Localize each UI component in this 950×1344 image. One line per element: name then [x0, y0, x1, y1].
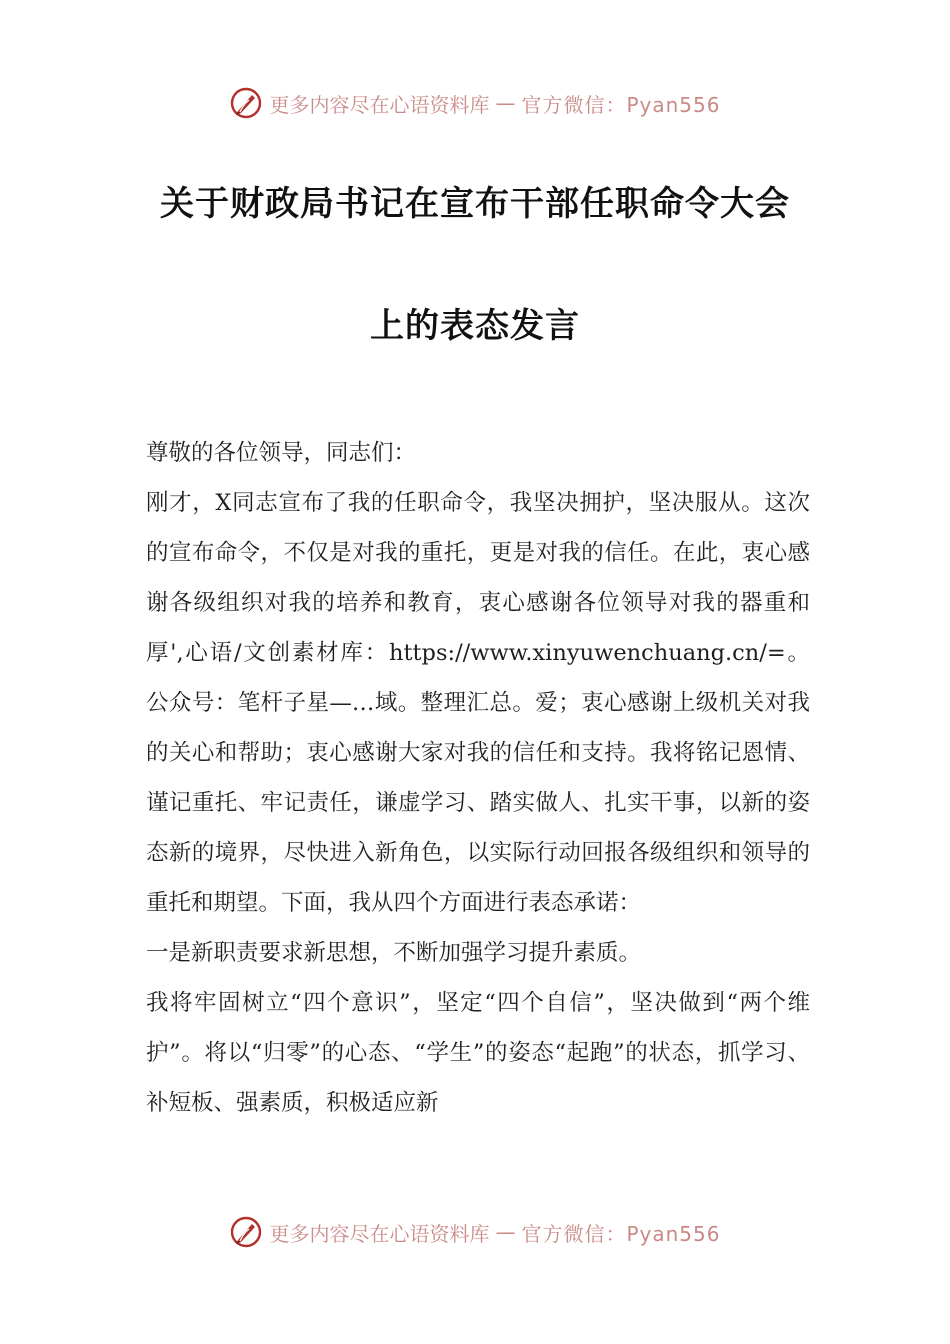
banner-wechat-text: 官方微信：Pyan556 [521, 1221, 721, 1246]
paragraph-1: 刚才，X同志宣布了我的任职命令，我坚决拥护，坚决服从。这次的宣布命令，不仅是对我的重托，更是对我的信任。在此，衷心感谢各级组织对我的培养和教育，衷心感谢各位领导对我的器重和厚',心语/文创素材库：https://www.xinyuwenchuang.cn/=。公众号：笔杆子星—…域。整理汇总。爱；衷心感谢上级机关对我的关心和帮助；衷心感谢大家对我的信任和支持。我将铭记恩情、谨记重托、牢记责任，谦虚学习、踏实做人、扎实干事，以新的姿态新的境界，尽快进入新角色，以实际行动回报各级组织和领导的重托和期望。下面，我从四个方面进行表态承诺： [146, 490, 810, 916]
pen-logo-icon [229, 1215, 263, 1249]
banner-separator: — [495, 91, 516, 115]
document-body [146, 428, 810, 1128]
header-watermark-banner [0, 83, 950, 123]
banner-separator: — [495, 1220, 516, 1244]
footer-watermark-banner [0, 1212, 950, 1252]
banner-wechat-text: 官方微信：Pyan556 [521, 92, 721, 117]
pen-logo-icon [229, 86, 263, 120]
page-title-line-2: 上的表态发言 [370, 306, 580, 346]
salutation: 尊敬的各位领导，同志们： [146, 440, 417, 466]
section-heading-1: 一是新职责要求新思想，不断加强学习提升素质。 [146, 940, 642, 966]
paragraph-2: 我将牢固树立“四个意识”，坚定“四个自信”，坚决做到“两个维护”。将以“归零”的心态、“学生”的姿态“起跑”的状态，抓学习、补短板、强素质，积极适应新 [146, 990, 810, 1116]
page-title-line-1: 关于财政局书记在宣布干部任职命令大会 [160, 184, 790, 224]
banner-main-text: 更多内容尽在心语资料库 [269, 1221, 490, 1246]
banner-main-text: 更多内容尽在心语资料库 [269, 92, 490, 117]
